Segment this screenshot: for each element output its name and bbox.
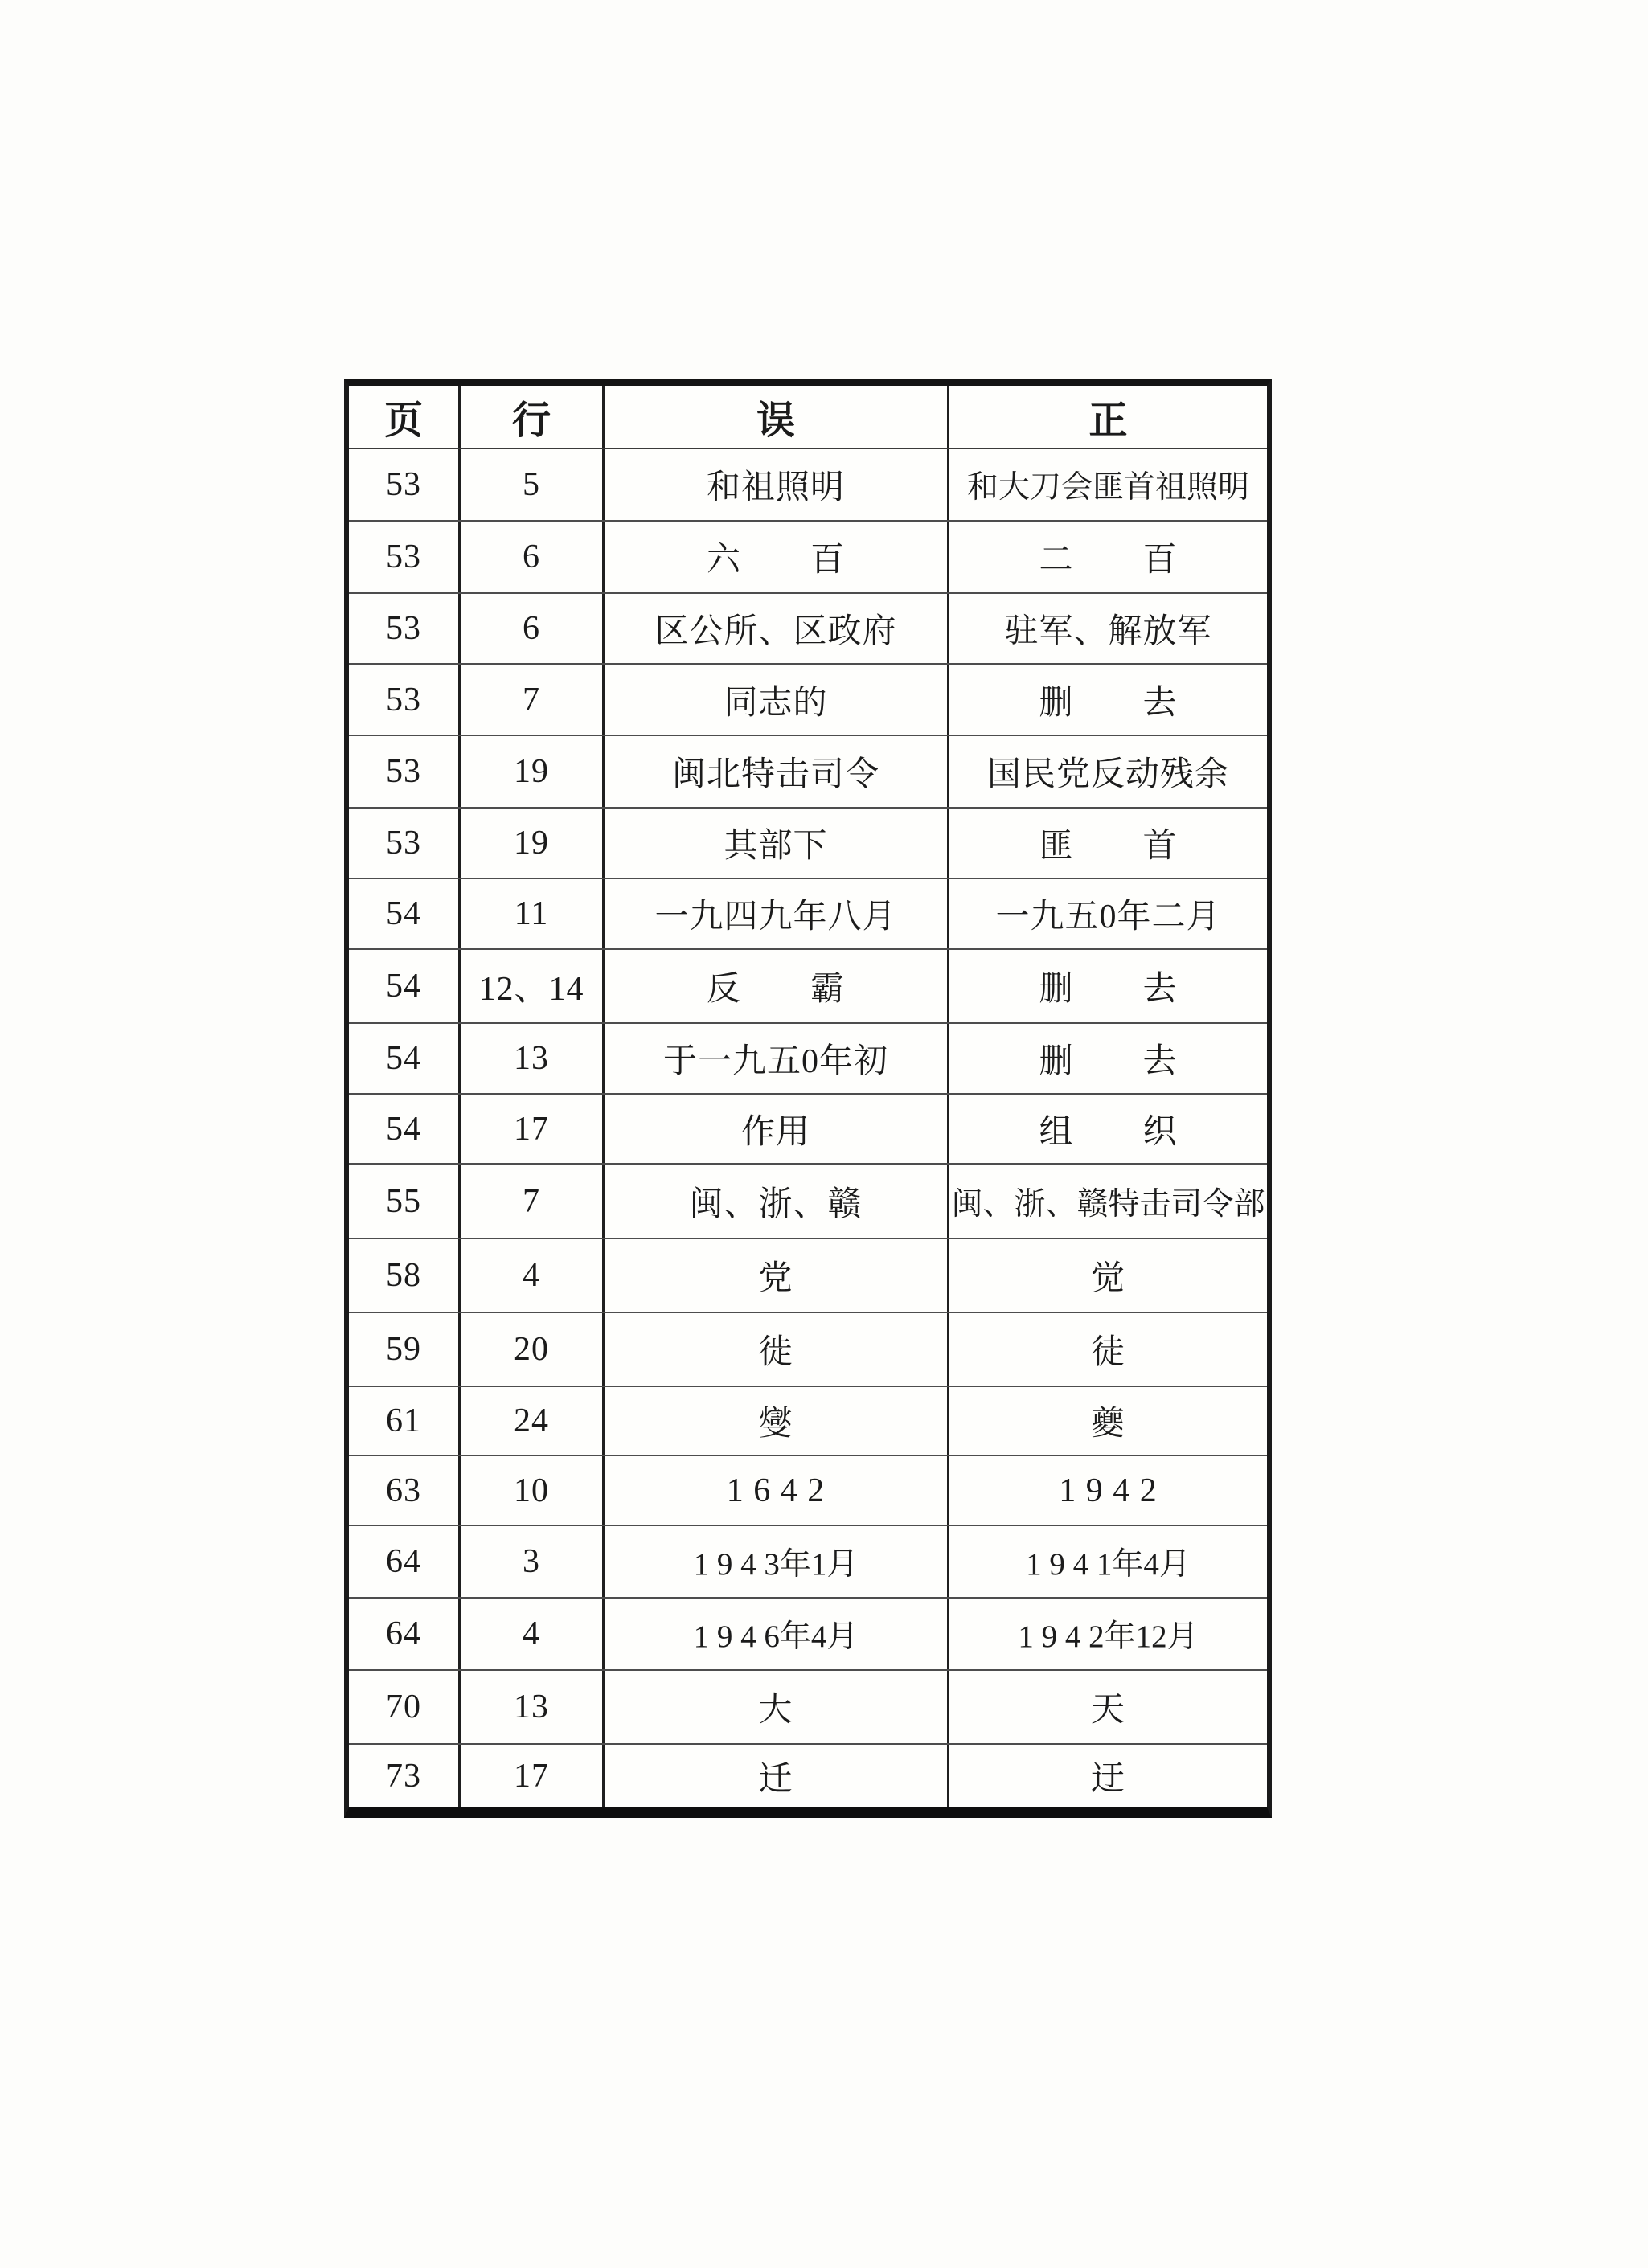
cell-page: 73: [349, 1745, 461, 1807]
cell-page: 59: [349, 1313, 461, 1386]
cell-error: 徙: [605, 1313, 949, 1386]
cell-error: 1 9 4 6年4月: [605, 1599, 949, 1669]
cell-error: 燮: [605, 1387, 949, 1455]
cell-error: 闽北特击司令: [605, 736, 949, 807]
cell-error: 反 霸: [605, 950, 949, 1022]
table-row: [349, 1456, 1267, 1526]
cell-line: 4: [461, 1599, 605, 1669]
cell-error: 一九四九年八月: [605, 879, 949, 948]
cell-correction: 删 去: [1039, 684, 1178, 722]
cell-error: 同志的: [605, 665, 949, 735]
table-row: [349, 1313, 1267, 1387]
cell-correction: 觉: [1090, 1260, 1125, 1297]
cell-line: 7: [461, 665, 605, 735]
cell-line: 10: [461, 1456, 605, 1525]
cell-line: 13: [461, 1671, 605, 1743]
cell-page: 55: [349, 1165, 461, 1238]
header-cell-correction: 正: [1088, 399, 1128, 442]
cell-page: 54: [349, 1024, 461, 1093]
cell-line: 5: [461, 449, 605, 520]
cell-page: 58: [349, 1239, 461, 1312]
cell-line: 19: [461, 736, 605, 807]
cell-correction: 1 9 4 2年12月: [1018, 1619, 1199, 1654]
cell-line: 24: [461, 1387, 605, 1455]
cell-line: 12、14: [461, 950, 605, 1022]
table-row: [349, 1165, 1267, 1239]
cell-correction: 匪 首: [1039, 828, 1178, 865]
table-row: [349, 665, 1267, 736]
cell-error: 六 百: [605, 522, 949, 592]
table-row: [349, 1387, 1267, 1456]
table-row: [349, 950, 1267, 1024]
cell-page: 53: [349, 449, 461, 520]
table-row: [349, 1095, 1267, 1165]
cell-correction: 二 百: [1039, 542, 1178, 579]
cell-error: 1 6 4 2: [605, 1456, 949, 1525]
cell-line: 7: [461, 1165, 605, 1238]
cell-correction: 夔: [1090, 1406, 1125, 1443]
table-header-row: [349, 386, 1267, 449]
cell-line: 17: [461, 1095, 605, 1163]
cell-error: 其部下: [605, 809, 949, 878]
cell-page: 54: [349, 879, 461, 948]
table-row: [349, 1599, 1267, 1671]
table-row: [349, 522, 1267, 594]
cell-error: 和祖照明: [605, 449, 949, 520]
cell-page: 61: [349, 1387, 461, 1455]
cell-error: 于一九五0年初: [605, 1024, 949, 1093]
cell-error: 党: [605, 1239, 949, 1312]
table-row: [349, 594, 1267, 665]
cell-correction: 驻军、解放军: [1004, 613, 1212, 650]
cell-page: 54: [349, 950, 461, 1022]
cell-error: 大: [605, 1671, 949, 1743]
cell-page: 70: [349, 1671, 461, 1743]
cell-correction: 1 9 4 2: [1059, 1472, 1158, 1509]
header-cell-error: 误: [605, 386, 949, 448]
cell-correction: 删 去: [1039, 971, 1178, 1008]
cell-page: 53: [349, 809, 461, 878]
cell-line: 6: [461, 594, 605, 663]
cell-page: 53: [349, 665, 461, 735]
errata-table: [344, 379, 1272, 1818]
table-row: [349, 1671, 1267, 1745]
cell-line: 11: [461, 879, 605, 948]
cell-correction: 闽、浙、赣特击司令部: [951, 1186, 1265, 1222]
table-row: [349, 879, 1267, 950]
cell-page: 64: [349, 1526, 461, 1597]
cell-line: 13: [461, 1024, 605, 1093]
cell-page: 54: [349, 1095, 461, 1163]
cell-error: 1 9 4 3年1月: [605, 1526, 949, 1597]
cell-error: 闽、浙、赣: [605, 1165, 949, 1238]
cell-line: 3: [461, 1526, 605, 1597]
cell-correction: 一九五0年二月: [995, 899, 1221, 935]
cell-correction: 国民党反动残余: [986, 756, 1229, 793]
cell-page: 53: [349, 736, 461, 807]
table-row: [349, 736, 1267, 809]
cell-line: 17: [461, 1745, 605, 1807]
header-cell-line: 行: [461, 386, 605, 448]
cell-page: 53: [349, 522, 461, 592]
cell-page: 64: [349, 1599, 461, 1669]
table-row: [349, 1526, 1267, 1599]
table-row: [349, 1745, 1267, 1807]
cell-correction: 迂: [1090, 1761, 1125, 1798]
cell-error: 作用: [605, 1095, 949, 1163]
cell-page: 63: [349, 1456, 461, 1525]
cell-correction: 1 9 4 1年4月: [1026, 1547, 1191, 1582]
cell-correction: 组 织: [1039, 1113, 1178, 1151]
table-row: [349, 1024, 1267, 1095]
cell-correction: 删 去: [1039, 1043, 1178, 1080]
cell-correction: 天: [1090, 1692, 1125, 1729]
cell-page: 53: [349, 594, 461, 663]
header-cell-page: 页: [349, 386, 461, 448]
cell-line: 4: [461, 1239, 605, 1312]
table-row: [349, 809, 1267, 879]
cell-line: 19: [461, 809, 605, 878]
cell-line: 20: [461, 1313, 605, 1386]
table-row: [349, 449, 1267, 522]
table-row: [349, 1239, 1267, 1313]
cell-error: 区公所、区政府: [605, 594, 949, 663]
cell-line: 6: [461, 522, 605, 592]
cell-correction: 徒: [1090, 1334, 1125, 1371]
cell-correction: 和大刀会匪首祖照明: [966, 470, 1249, 505]
cell-error: 迁: [605, 1745, 949, 1807]
